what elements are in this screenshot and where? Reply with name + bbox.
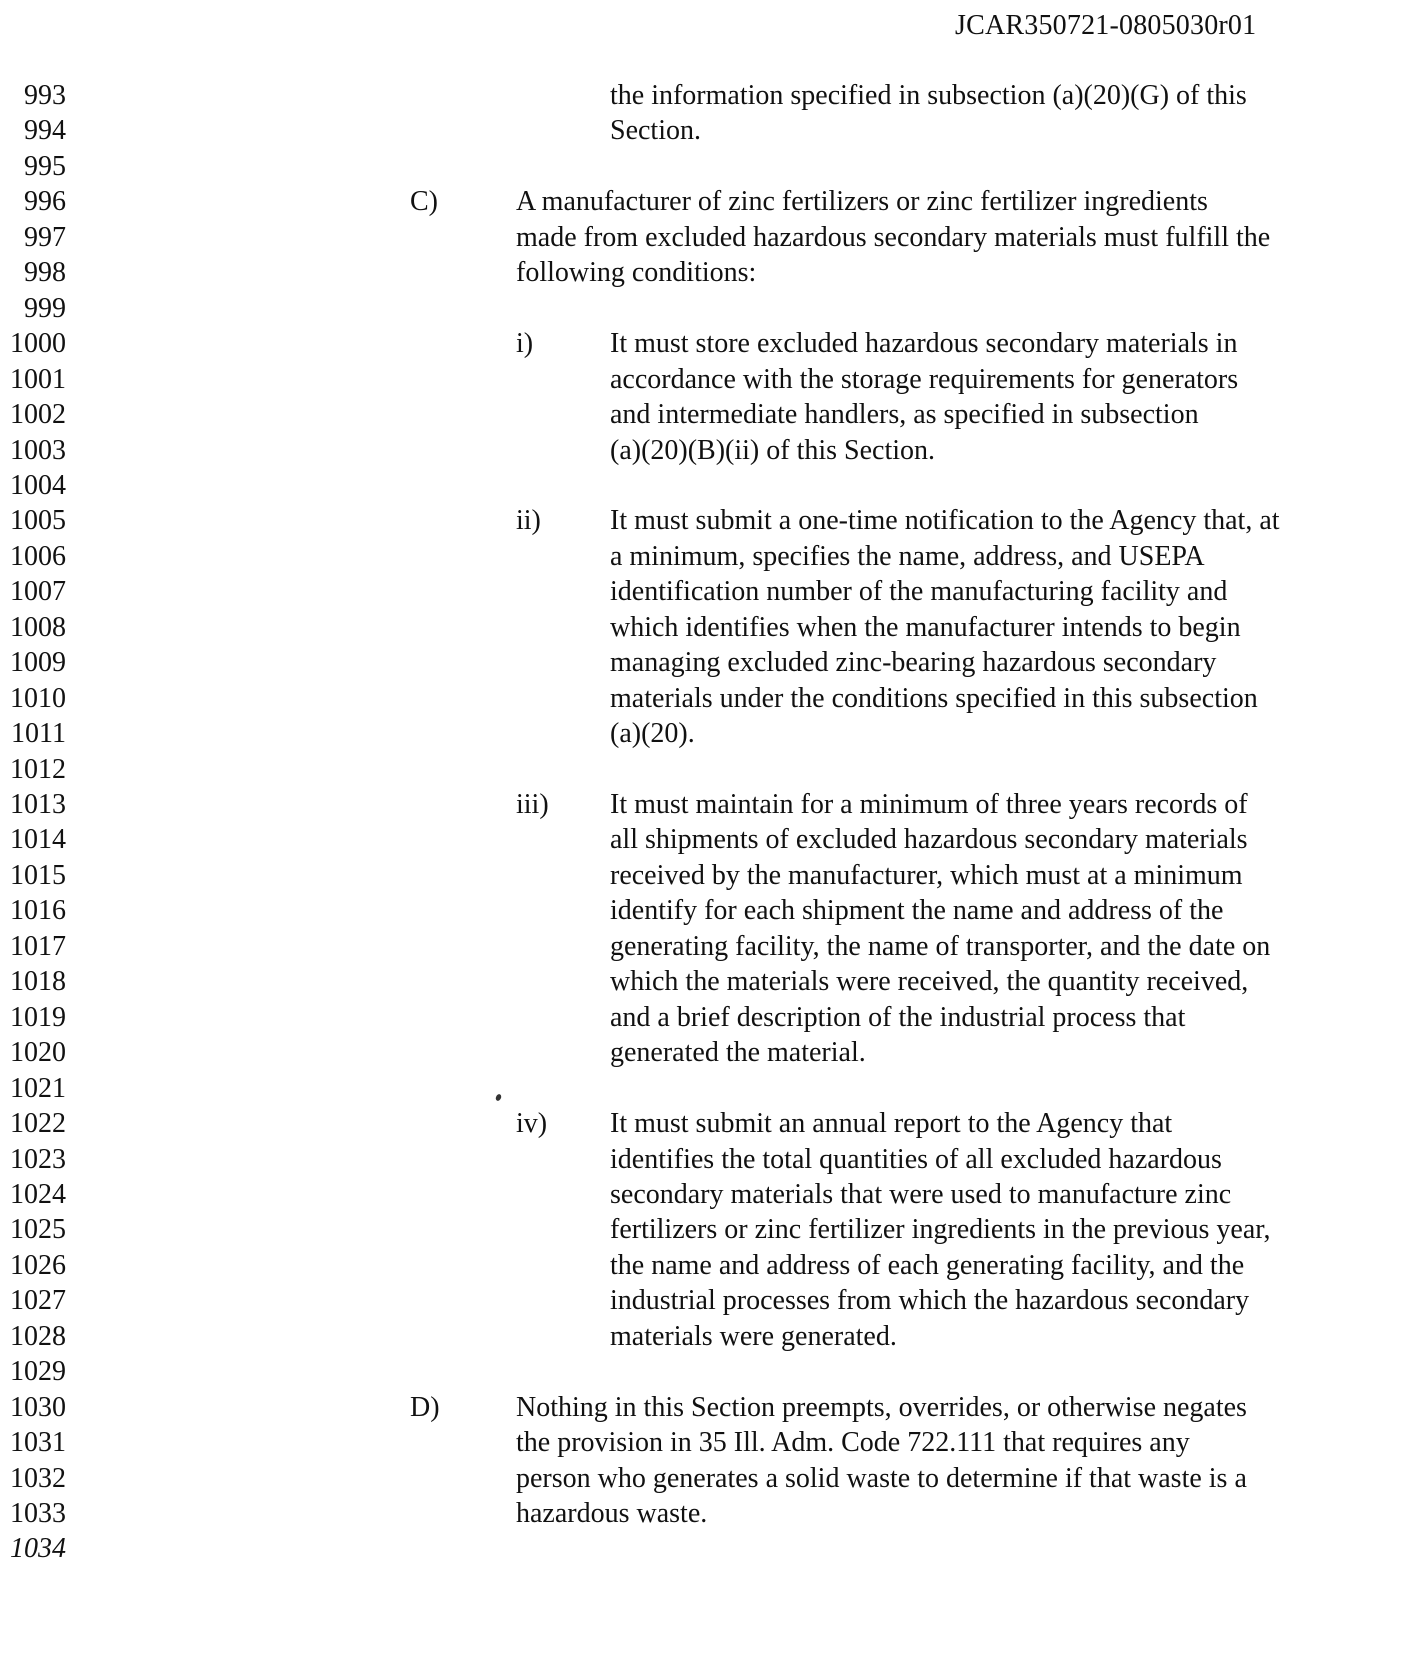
text-line: a minimum, specifies the name, address, and USEPA	[610, 540, 1205, 572]
text-line: hazardous waste.	[516, 1498, 708, 1529]
text-line: (a)(20).	[610, 718, 695, 750]
paragraph-label: iii)	[516, 789, 549, 820]
scan-speck	[495, 1093, 502, 1101]
line-number: 1004	[10, 469, 66, 501]
line-number: 1029	[10, 1356, 66, 1388]
line-number: 1008	[10, 611, 66, 643]
line-number: 1006	[10, 540, 66, 572]
line-number: 1014	[10, 824, 66, 856]
text-line: (a)(20)(B)(ii) of this Section.	[610, 434, 936, 466]
line-number: 998	[24, 257, 66, 289]
line-number: 1031	[10, 1427, 66, 1459]
line-number: 1021	[10, 1072, 66, 1104]
text-line: made from excluded hazardous secondary materials must fulfill the	[516, 221, 1271, 253]
line-number: 999	[24, 292, 66, 324]
line-number: 1013	[10, 789, 66, 820]
text-line: the provision in 35 Ill. Adm. Code 722.111 that requires any	[516, 1427, 1190, 1459]
text-line: identifies the total quantities of all excluded hazardous	[610, 1143, 1222, 1175]
text-line: materials were generated.	[610, 1320, 897, 1352]
text-line: following conditions:	[516, 257, 757, 289]
line-number: 1015	[10, 859, 66, 891]
line-number: 1016	[10, 895, 66, 927]
paragraph-label: C)	[410, 186, 438, 218]
text-line: generated the material.	[610, 1037, 866, 1069]
text-line: generating facility, the name of transporter, and the date on	[610, 930, 1271, 962]
line-number: 1003	[10, 434, 66, 466]
line-number: 1024	[10, 1178, 66, 1210]
line-number: 1022	[10, 1108, 66, 1140]
line-number: 1019	[10, 1001, 66, 1033]
text-line: A manufacturer of zinc fertilizers or zinc fertilizer ingredients	[516, 186, 1208, 218]
line-number: 1027	[10, 1285, 66, 1317]
paragraph-label: D)	[410, 1391, 440, 1423]
text-line: managing excluded zinc-bearing hazardous secondary	[610, 647, 1217, 679]
text-line: identify for each shipment the name and address of the	[610, 895, 1224, 927]
line-number: 1033	[10, 1498, 66, 1529]
line-number: 997	[24, 221, 66, 253]
line-number: 1018	[10, 966, 66, 998]
line-number: 1011	[11, 718, 66, 750]
text-line: Section.	[610, 115, 701, 147]
line-number: 1012	[10, 753, 66, 785]
text-line: all shipments of excluded hazardous secondary materials	[610, 824, 1248, 856]
text-line: received by the manufacturer, which must at a minimum	[610, 859, 1243, 891]
text-line: secondary materials that were used to manufacture zinc	[610, 1178, 1232, 1210]
text-line: industrial processes from which the hazardous secondary	[610, 1285, 1250, 1317]
text-line: It must submit a one-time notification to the Agency that, at	[610, 505, 1280, 537]
text-line: fertilizers or zinc fertilizer ingredients in the previous year,	[610, 1214, 1271, 1246]
text-line: person who generates a solid waste to determine if that waste is a	[516, 1462, 1247, 1494]
text-line: It must maintain for a minimum of three years records of	[610, 789, 1248, 820]
line-number: 1005	[10, 505, 66, 537]
text-line: accordance with the storage requirements for generators	[610, 363, 1239, 395]
line-number: 1026	[10, 1249, 66, 1281]
line-number: 1028	[10, 1320, 66, 1352]
text-line: the name and address of each generating facility, and the	[610, 1249, 1245, 1281]
line-number: 1007	[10, 576, 66, 608]
text-line: which identifies when the manufacturer intends to begin	[610, 611, 1241, 643]
text-line: which the materials were received, the quantity received,	[610, 966, 1249, 998]
line-number: 1009	[10, 647, 66, 679]
line-number: 1017	[10, 930, 66, 962]
paragraph-label: ii)	[516, 505, 541, 537]
text-line: identification number of the manufacturing facility and	[610, 576, 1228, 608]
line-number: 1023	[10, 1143, 66, 1175]
line-number: 1034	[10, 1533, 66, 1565]
line-number: 1010	[10, 682, 66, 714]
text-line: materials under the conditions specified in this subsection	[610, 682, 1258, 714]
text-line: the information specified in subsection (a)(20)(G) of this	[610, 80, 1247, 111]
line-number: 1030	[10, 1391, 66, 1423]
paragraph-label: iv)	[516, 1108, 548, 1140]
text-line: It must submit an annual report to the Agency that	[610, 1108, 1173, 1140]
paragraph-label: i)	[516, 328, 534, 360]
line-number: 1020	[10, 1037, 66, 1069]
line-number: 1002	[10, 399, 66, 431]
document-id-header: JCAR350721-0805030r01	[955, 10, 1257, 41]
text-line: and a brief description of the industrial process that	[610, 1001, 1186, 1033]
line-number: 994	[24, 115, 66, 147]
line-number: 993	[24, 80, 66, 111]
line-number: 1000	[10, 328, 66, 360]
line-number: 996	[24, 186, 66, 218]
line-number: 1032	[10, 1462, 66, 1494]
line-number: 995	[24, 150, 66, 182]
line-number: 1025	[10, 1214, 66, 1246]
text-line: Nothing in this Section preempts, overrides, or otherwise negates	[516, 1391, 1247, 1423]
line-number: 1001	[10, 363, 66, 395]
text-line: and intermediate handlers, as specified in subsection	[610, 399, 1199, 431]
text-line: It must store excluded hazardous secondary materials in	[610, 328, 1238, 360]
